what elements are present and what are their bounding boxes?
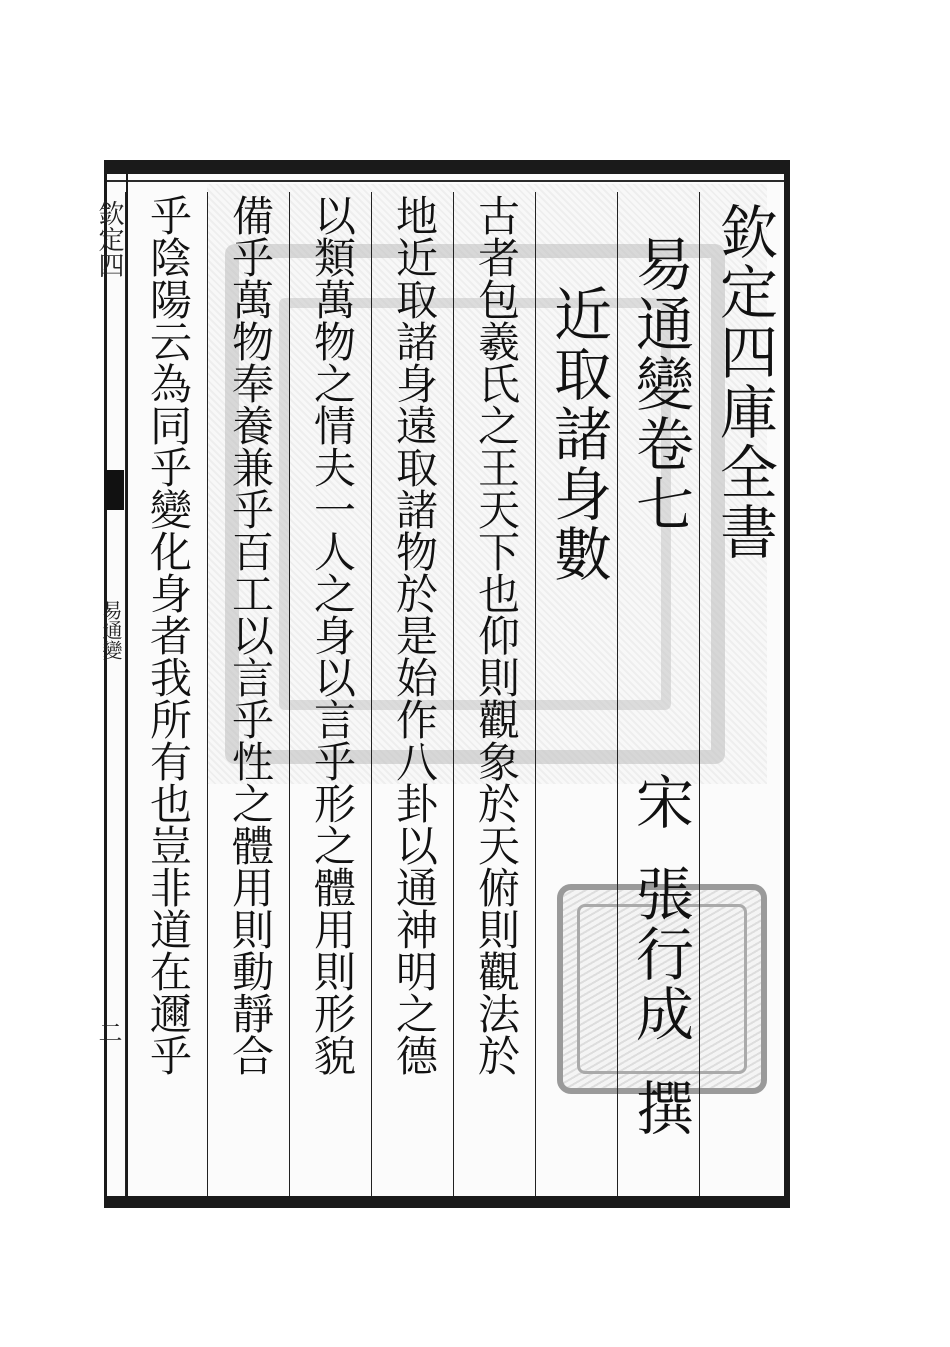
body-column-3: 以類萬物之情夫一人之身以言乎形之體用則形貌 (308, 194, 357, 1076)
page-number: 二 (94, 1020, 122, 1044)
volume-title: 易通變卷七 (626, 234, 694, 534)
body-column-2: 地近取諸身遠取諸物於是始作八卦以通神明之德 (390, 194, 439, 1076)
dynasty-label: 宋 (626, 772, 694, 832)
fold-margin-book-title: 易通變 (99, 600, 123, 660)
author-role: 撰 (626, 1078, 694, 1138)
fold-margin-title: 欽定四 (94, 200, 124, 278)
body-column-1: 古者包羲氏之王天下也仰則觀象於天俯則觀法於 (472, 194, 521, 1076)
author-name: 張行成 (626, 864, 694, 1044)
collection-title: 欽定四庫全書 (710, 202, 778, 562)
body-column-4: 備乎萬物奉養兼乎百工以言乎性之體用則動靜合 (226, 194, 275, 1076)
top-rule (107, 180, 784, 182)
body-column-5: 乎陰陽云為同乎變化身者我所有也豈非道在邇乎 (144, 194, 193, 1076)
fish-tail-mark (104, 470, 124, 510)
page-frame (104, 160, 790, 1208)
section-title: 近取諸身數 (544, 284, 612, 584)
